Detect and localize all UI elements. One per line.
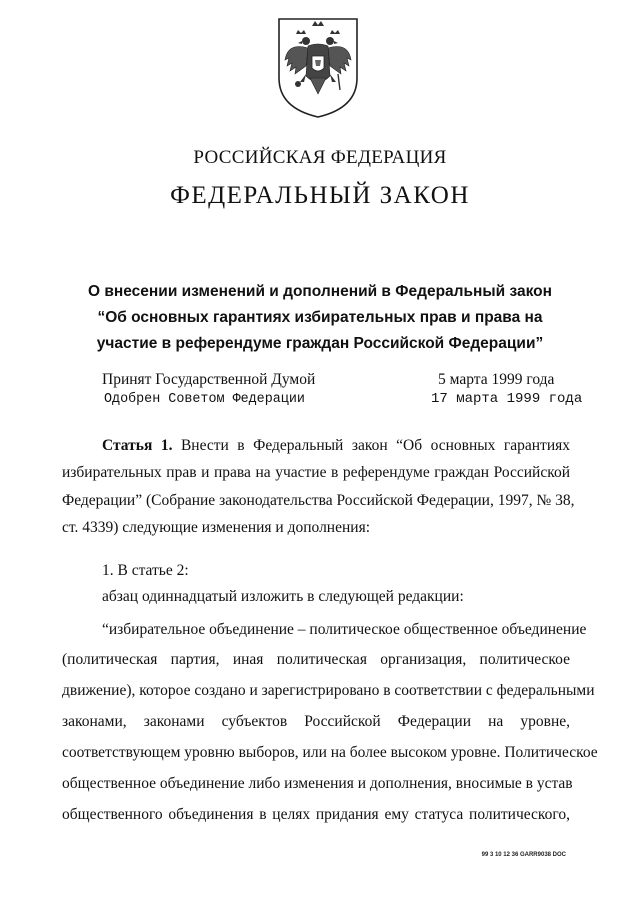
law-title-line-3: участие в референдуме граждан Российской Федерации” [96, 335, 544, 352]
approved-by-council-label: Одобрен Советом Федерации [104, 392, 305, 407]
item-1-heading: 1. В статье 2: [102, 562, 189, 579]
law-title-line-1: О внесении изменений и дополнений в Федеральный закон [88, 283, 552, 300]
law-type-heading: ФЕДЕРАЛЬНЫЙ ЗАКОН [170, 182, 470, 209]
country-name: РОССИЙСКАЯ ФЕДЕРАЦИЯ [193, 147, 447, 168]
article-label: Статья 1. [102, 437, 173, 454]
coat-of-arms-icon [276, 16, 360, 120]
adopted-by-duma-label: Принят Государственной Думой [102, 371, 316, 388]
quote-line-3: движение), которое создано и зарегистрировано в соответствии с федеральными [62, 682, 595, 699]
quote-line-6: общественное объединение либо изменения и дополнения, вносимые в устав [62, 775, 573, 792]
quote-line-5: соответствующем уровню выборов, или на более высоком уровне. Политическое [62, 744, 598, 761]
article-1-line-4: ст. 4339) следующие изменения и дополнения: [62, 519, 371, 536]
approved-date: 17 марта 1999 года [431, 391, 583, 407]
article-1-line-3: Федерации” (Собрание законодательства Российской Федерации, 1997, № 38, [62, 492, 575, 509]
document-code: 99 3 10 12 36 GARR9038 DOC [481, 852, 566, 858]
item-1-instruction: абзац одиннадцатый изложить в следующей редакции: [102, 588, 464, 605]
quote-line-1: “избирательное объединение – политическое общественное объединение [102, 621, 587, 638]
quote-line-7: общественного объединения в целях придания ему статуса политического, [62, 806, 570, 823]
quote-line-2: (политическая партия, иная политическая организация, политическое [62, 651, 570, 668]
article-1-text: Внести в Федеральный закон “Об основных гарантиях [180, 437, 571, 454]
article-1-line-2: избирательных прав и права на участие в референдуме граждан Российской [62, 464, 570, 481]
adopted-date: 5 марта 1999 года [438, 371, 555, 388]
quote-line-4: законами, законами субъектов Российской Федерации на уровне, [62, 713, 570, 730]
law-title-line-2: “Об основных гарантиях избирательных прав и права на [97, 309, 543, 326]
article-1-line-1 [102, 437, 570, 455]
